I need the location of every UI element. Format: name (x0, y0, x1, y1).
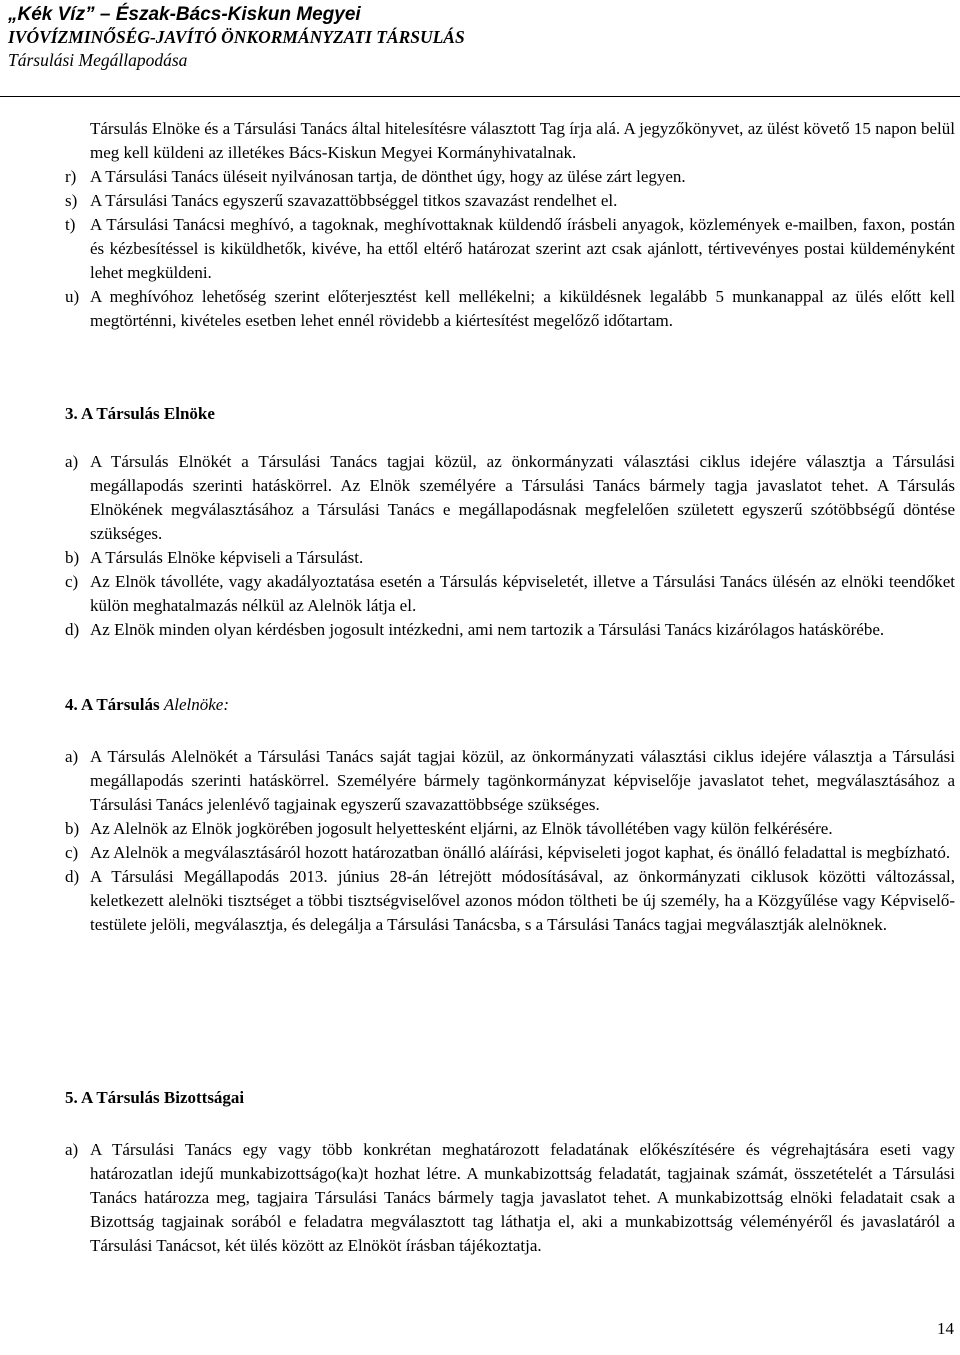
item-text: A Társulás Alelnökét a Társulási Tanács saját tagjai közül, az önkormányzati választási ciklus idejére választja a Társulási megállapodás szerinti hatáskörrel. Személyére bármely tagönkormányzat képviselője javaslatot tehet, megválasztásához a Társulási Tanács jelenlévő tagjainak egyszerű szavazattöbbsége szükséges. (90, 747, 955, 814)
item-marker: c) (65, 572, 79, 591)
item-marker: r) (65, 167, 77, 186)
list-item (0, 618, 955, 642)
item-text: Az Elnök minden olyan kérdésben jogosult intézkedni, ami nem tartozik a Társulási Tanács kizárólagos hatáskörébe. (90, 620, 885, 639)
list-item (0, 745, 955, 817)
item-text: Az Elnök távolléte, vagy akadályoztatása esetén a Társulás képviseletét, illetve a Társulási Tanács ülésén az elnöki teendőket külön meghatalmazás nélkül az Alelnök látja el. (90, 572, 955, 615)
section-4-list (0, 745, 955, 937)
item-text: A Társulási Tanács egyszerű szavazattöbbséggel titkos szavazást rendelhet el. (90, 191, 618, 210)
section-5-list (0, 1138, 955, 1258)
item-marker: c) (65, 843, 79, 862)
list-item (0, 817, 955, 841)
header-association-type: IVÓVÍZMINŐSÉG-JAVÍTÓ ÖNKORMÁNYZATI TÁRSULÁS (8, 27, 465, 47)
page-number: 14 (937, 1319, 954, 1338)
section-5-heading: 5. A Társulás Bizottságai (65, 1088, 245, 1107)
section-3-heading: 3. A Társulás Elnöke (65, 404, 215, 423)
section-4-heading (65, 693, 229, 717)
item-text: A Társulási Tanács üléseit nyilvánosan tartja, de dönthet úgy, hogy az ülése zárt legyen. (90, 167, 686, 186)
list-item (0, 189, 955, 213)
item-marker: t) (65, 215, 76, 234)
document-header (8, 3, 960, 72)
item-marker: d) (65, 867, 80, 886)
section-3-list (0, 450, 955, 642)
item-marker: b) (65, 819, 80, 838)
list-item (0, 165, 955, 189)
item-text: A Társulási Tanács egy vagy több konkrétan meghatározott feladatának előkészítésére és végrehajtására eseti vagy határozatlan idejű munkabizottságo(ka)t hozhat létre. A munkabizottság feladatát, tagjainak számát, összetételét a Társulási Tanács határozza meg, tagjaira Társulási Tanács bármely tagja javaslatot tehet. A munkabizottság elnöki feladatait csak a Bizottság tagjainak sorából e feladatra megválasztott tag láthatja el, aki a munkabizottság véleményéről és javaslatáról a Társulási Tanácsot, két ülés között az Elnököt írásban tájékoztatja. (90, 1140, 955, 1255)
item-text: A Társulás Elnöke képviseli a Társulást. (90, 548, 364, 567)
header-association-name: „Kék Víz” – Észak-Bács-Kiskun Megyei (8, 4, 361, 25)
item-text: A Társulási Megállapodás 2013. június 28-án létrejött módosításával, az önkormányzati ciklusok közötti változással, keletkezett alelnöki tisztséget a többi tisztségviselővel azonos módon töltheti be új személy, ha a Közgyűlése vagy Képviselő-testülete jelöli, megválasztja, és delegálja a Társulási Tanácsba, s a Társulási Tanács tagjai megválasztják alelnöknek. (90, 867, 955, 934)
list-item (0, 1138, 955, 1258)
list-block-1 (0, 117, 955, 333)
list-item (0, 213, 955, 285)
item-text: Az Alelnök a megválasztásáról hozott határozatban önálló aláírási, képviseleti jogot kaphat, és önálló feladattal is megbízható. (90, 843, 951, 862)
header-document-title: Társulási Megállapodása (8, 50, 188, 70)
item-marker: d) (65, 620, 80, 639)
header-divider (0, 96, 960, 97)
item-text: A meghívóhoz lehetőség szerint előterjesztést kell mellékelni; a kiküldésnek legalább 5 munkanappal az ülés előtt kell megtörténni, kivételes esetben lehet ennél rövidebb a kiértesítést megelőző időtartam. (90, 287, 955, 330)
item-marker: u) (65, 287, 80, 306)
item-text: A Társulási Tanácsi meghívó, a tagoknak, meghívottaknak küldendő írásbeli anyagok, közlemények e-mailben, faxon, postán és kézbesítéssel is kiküldhetők, kivéve, ha ettől eltérő határozat szerint azt csak ajánlott, tértivevényes postai küldeményként lehet megküldeni. (90, 215, 955, 282)
list-item (0, 841, 955, 865)
item-marker: a) (65, 747, 79, 766)
list-item (0, 865, 955, 937)
item-marker: b) (65, 548, 80, 567)
item-text: A Társulás Elnökét a Társulási Tanács tagjai közül, az önkormányzati választási ciklus idejére választja a Társulási megállapodás szerinti hatáskörrel. Az Elnök személyére a Társulási Tanács bármely tagja javaslatot tehet. A Társulás Elnökének megválasztásához a Társulási Tanács e megállapodásnak megfelelően született egyszerű szótöbbségű döntése szükséges. (90, 452, 955, 543)
section-4-title-italic: Alelnöke: (163, 695, 230, 714)
list-item (0, 450, 955, 546)
item-marker: s) (65, 191, 78, 210)
continuation-paragraph: Társulás Elnöke és a Társulási Tanács által hitelesítésre választott Tag írja alá. A jegyzőkönyvet, az ülést követő 15 napon belül meg kell küldeni az illetékes Bács-Kiskun Megyei Kormányhivatalnak. (90, 119, 955, 162)
item-marker: a) (65, 1140, 79, 1159)
section-4-title-prefix: 4. A Társulás (65, 695, 164, 714)
list-item (0, 570, 955, 618)
item-text: Az Alelnök az Elnök jogkörében jogosult helyettesként eljárni, az Elnök távollétében vagy külön felkérésére. (90, 819, 833, 838)
list-item (0, 285, 955, 333)
item-marker: a) (65, 452, 79, 471)
list-item (0, 546, 955, 570)
